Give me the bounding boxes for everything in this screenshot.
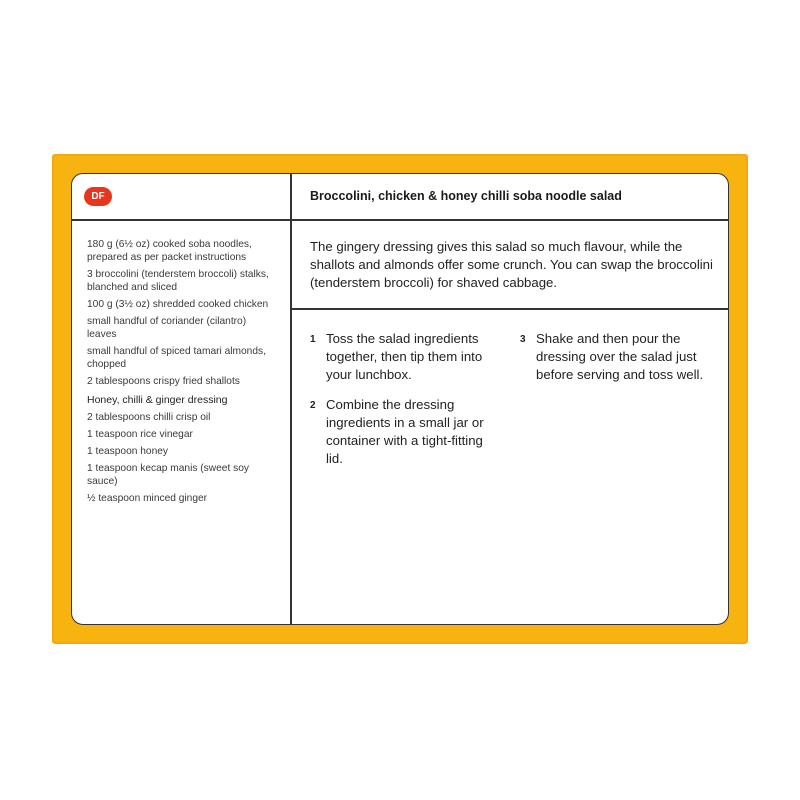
- dressing-heading: Honey, chilli & ginger dressing: [87, 394, 228, 406]
- step-text: Toss the salad ingredients together, then tip them into your lunchbox.: [326, 331, 483, 382]
- dressing-item: 1 teaspoon kecap manis (sweet soy sauce): [87, 463, 249, 487]
- column-divider: [290, 174, 292, 624]
- step-number: 2: [310, 400, 316, 411]
- recipe-card: [71, 173, 729, 625]
- ingredient-item: 100 g (3½ oz) shredded cooked chicken: [87, 299, 269, 310]
- intro-divider: [290, 308, 728, 310]
- ingredient-item: small handful of coriander (cilantro) leaves: [87, 316, 247, 340]
- ingredients-list: [87, 238, 277, 509]
- header-divider-left: [72, 219, 290, 221]
- ingredient-item: 3 broccolini (tenderstem broccoli) stalks, blanched and sliced: [87, 269, 269, 293]
- step-text: Shake and then pour the dressing over the salad just before serving and toss well.: [536, 331, 704, 382]
- step-number: 3: [520, 334, 526, 345]
- dairy-free-badge: DF: [84, 187, 112, 206]
- dressing-item: 1 teaspoon honey: [87, 446, 169, 457]
- dressing-item: 2 tablespoons chilli crisp oil: [87, 412, 211, 423]
- ingredient-item: 180 g (6½ oz) cooked soba noodles, prepared as per packet instructions: [87, 239, 252, 263]
- dressing-item: ½ teaspoon minced ginger: [87, 493, 208, 504]
- step-text: Combine the dressing ingredients in a small jar or container with a tight-fitting lid.: [326, 397, 484, 466]
- ingredient-item: small handful of spiced tamari almonds, chopped: [87, 346, 266, 370]
- ingredient-item: 2 tablespoons crispy fried shallots: [87, 376, 240, 387]
- dressing-item: 1 teaspoon rice vinegar: [87, 429, 193, 440]
- header-divider-right: [290, 219, 728, 221]
- step-number: 1: [310, 334, 316, 345]
- recipe-intro: The gingery dressing gives this salad so much flavour, while the shallots and almonds offer some crunch. You can swap the broccolini (tenderstem broccoli) for shaved cabbage.: [310, 239, 713, 290]
- recipe-title: Broccolini, chicken & honey chilli soba noodle salad: [310, 189, 622, 203]
